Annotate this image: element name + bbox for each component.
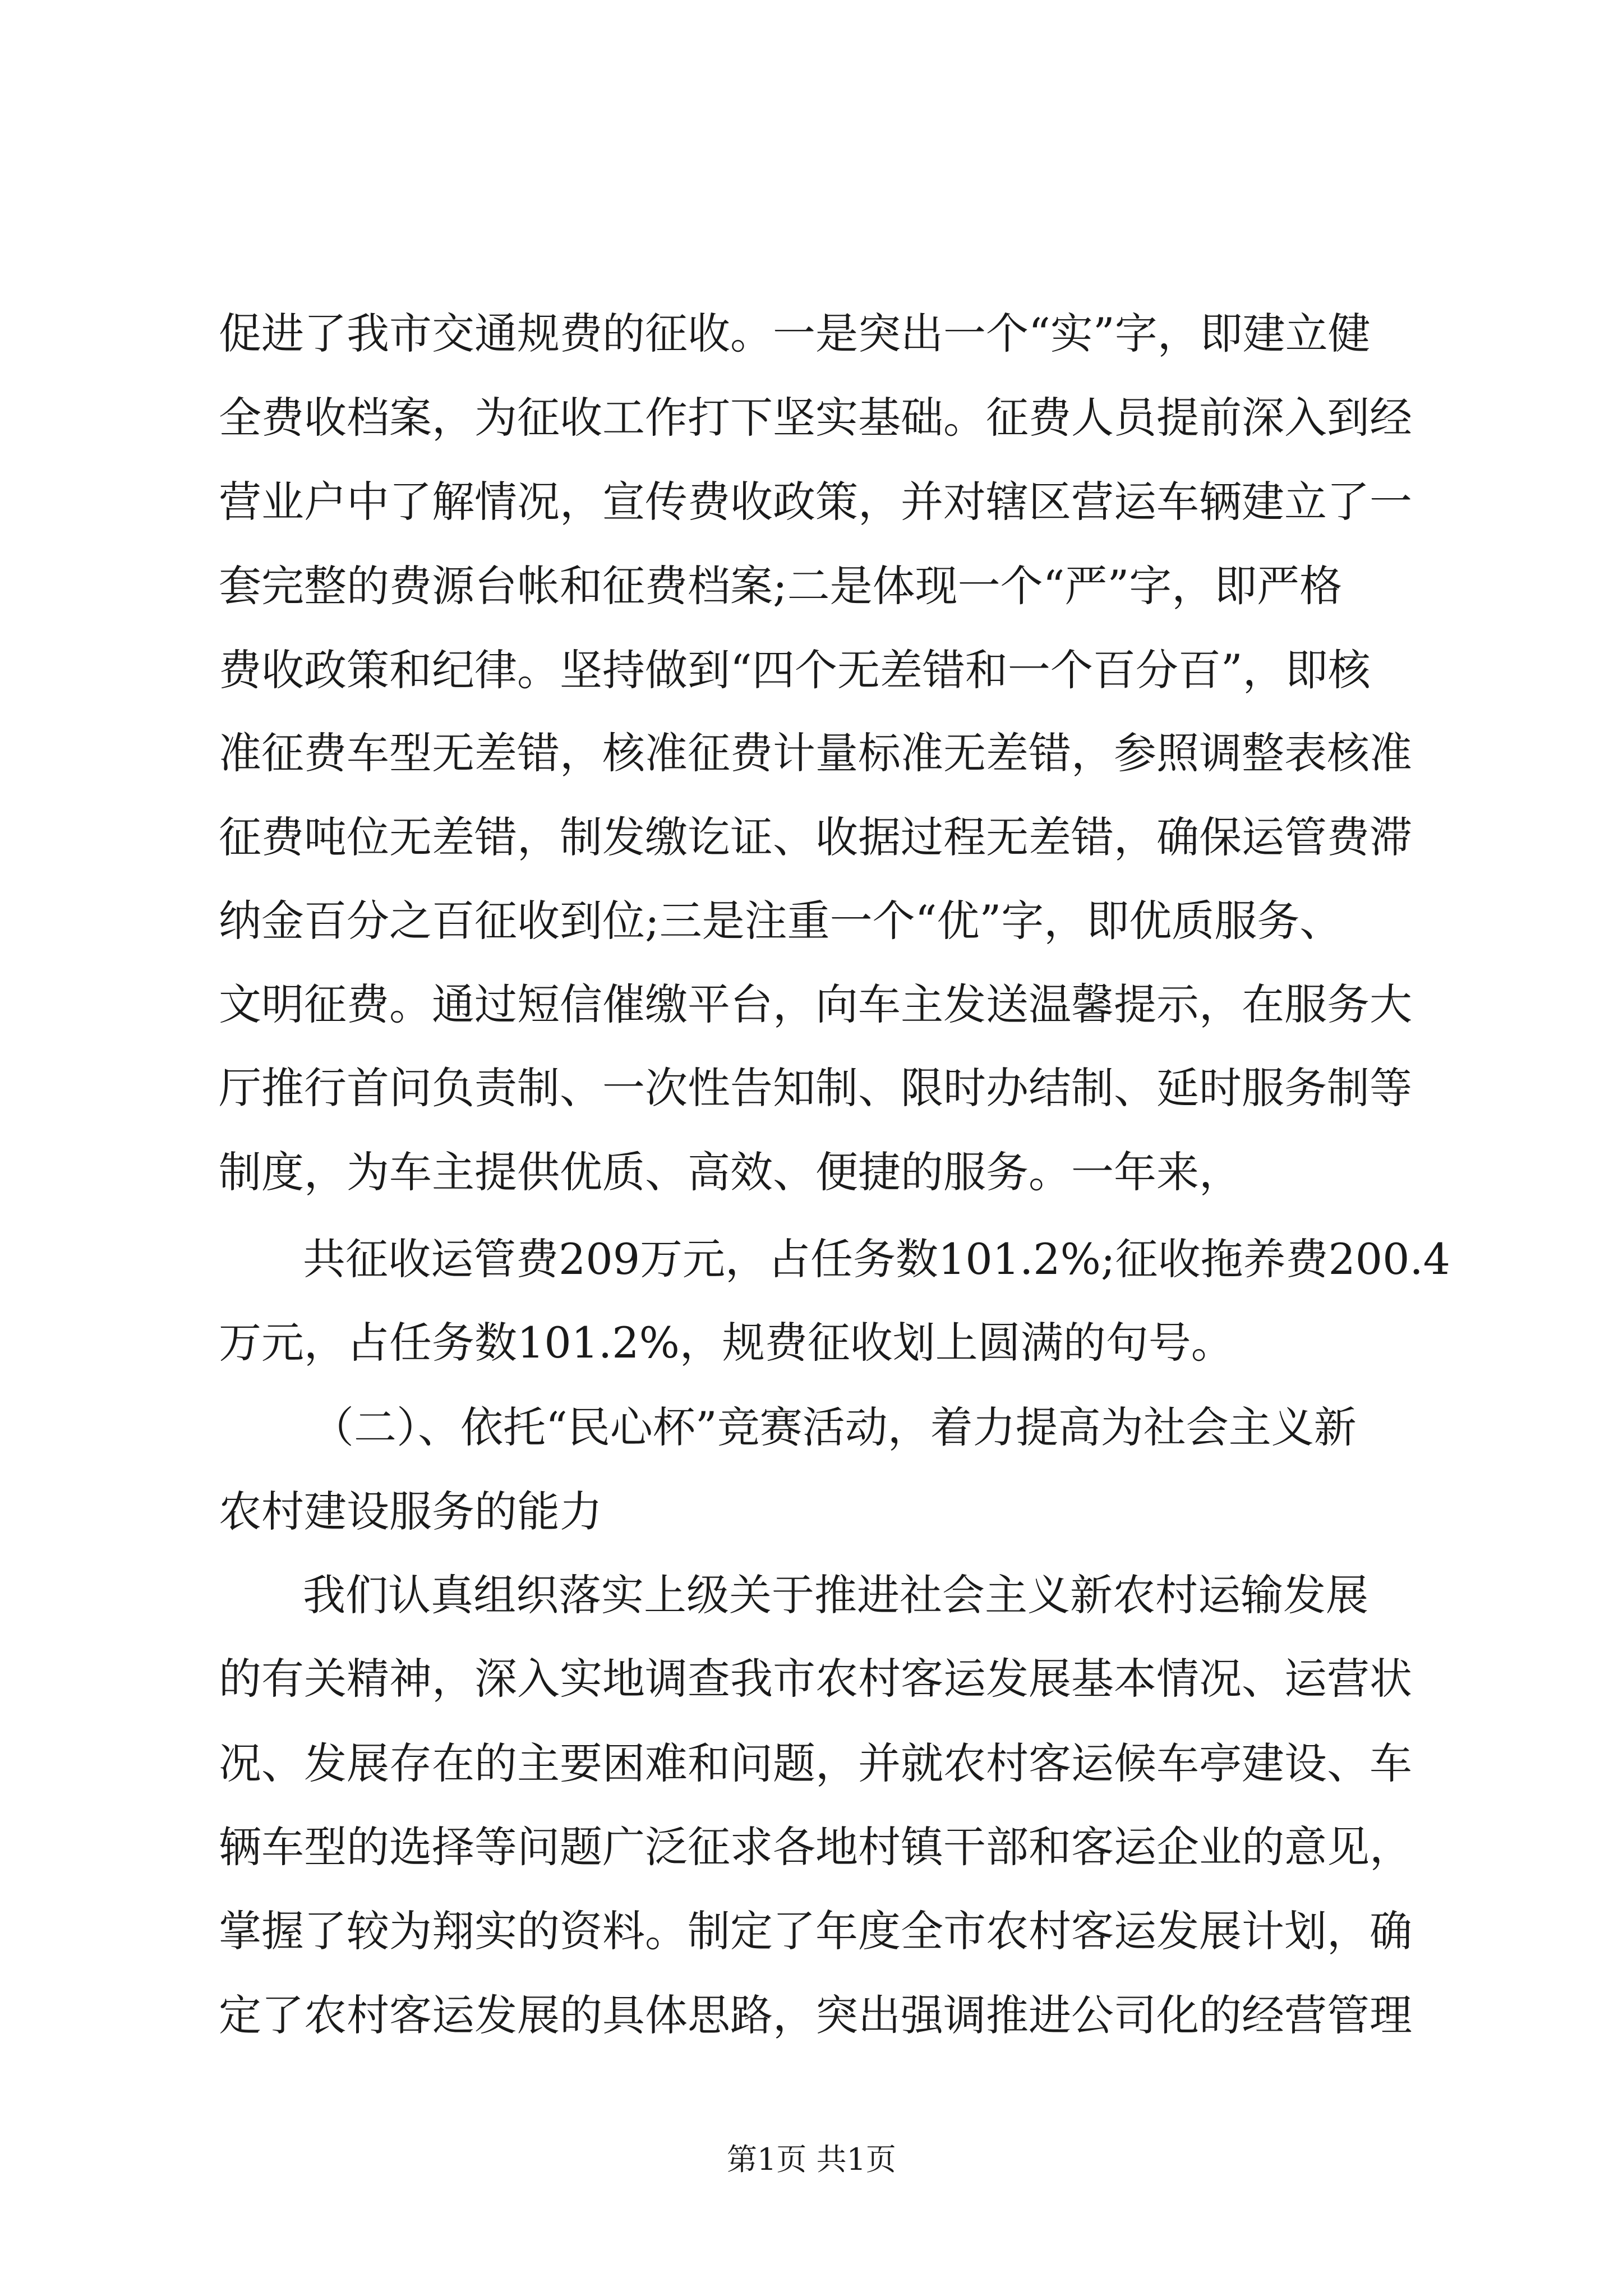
text-line: 万元，占任务数101.2%，规费征收划上圆满的句号。	[219, 1318, 1234, 1368]
page-footer: 第1页 共1页	[727, 2142, 896, 2177]
text-line: 况、发展存在的主要困难和问题，并就农村客运候车亭建设、车	[219, 1738, 1412, 1788]
text-line: 文明征费。通过短信催缴平台，向车主发送温馨提示，在服务大	[219, 979, 1412, 1029]
text-line: 征费吨位无差错，制发缴讫证、收据过程无差错，确保运管费滞	[219, 812, 1412, 862]
text-line: 制度，为车主提供优质、高效、便捷的服务。一年来，	[219, 1147, 1242, 1197]
text-line: 共征收运管费209万元，占任务数101.2%;征收拖养费200.4	[303, 1234, 1451, 1284]
section-heading: （二）、依托“民心杯”竞赛活动，着力提高为社会主义新	[311, 1402, 1357, 1452]
text-line: 全费收档案，为征收工作打下坚实基础。征费人员提前深入到经	[219, 393, 1412, 443]
text-line: 的有关精神，深入实地调查我市农村客运发展基本情况、运营状	[219, 1654, 1412, 1704]
text-line: 我们认真组织落实上级关于推进社会主义新农村运输发展	[303, 1570, 1368, 1620]
text-line: 费收政策和纪律。坚持做到“四个无差错和一个百分百”，即核	[219, 645, 1371, 695]
text-line: 掌握了较为翔实的资料。制定了年度全市农村客运发展计划，确	[219, 1906, 1412, 1956]
text-line: 促进了我市交通规费的征收。一是突出一个“实”字，即建立健	[219, 309, 1371, 358]
text-line: 定了农村客运发展的具体思路，突出强调推进公司化的经营管理	[219, 1990, 1412, 2040]
text-line: 套完整的费源台帐和征费档案;二是体现一个“严”字，即严格	[219, 561, 1343, 611]
section-heading: 农村建设服务的能力	[219, 1487, 602, 1536]
text-line: 营业户中了解情况，宣传费收政策，并对辖区营运车辆建立了一	[219, 477, 1412, 527]
text-line: 厅推行首问负责制、一次性告知制、限时办结制、延时服务制等	[219, 1063, 1412, 1113]
text-line: 辆车型的选择等问题广泛征求各地村镇干部和客运企业的意见，	[219, 1822, 1412, 1872]
text-line: 准征费车型无差错，核准征费计量标准无差错，参照调整表核准	[219, 728, 1412, 778]
text-line: 纳金百分之百征收到位;三是注重一个“优”字，即优质服务、	[219, 896, 1343, 946]
